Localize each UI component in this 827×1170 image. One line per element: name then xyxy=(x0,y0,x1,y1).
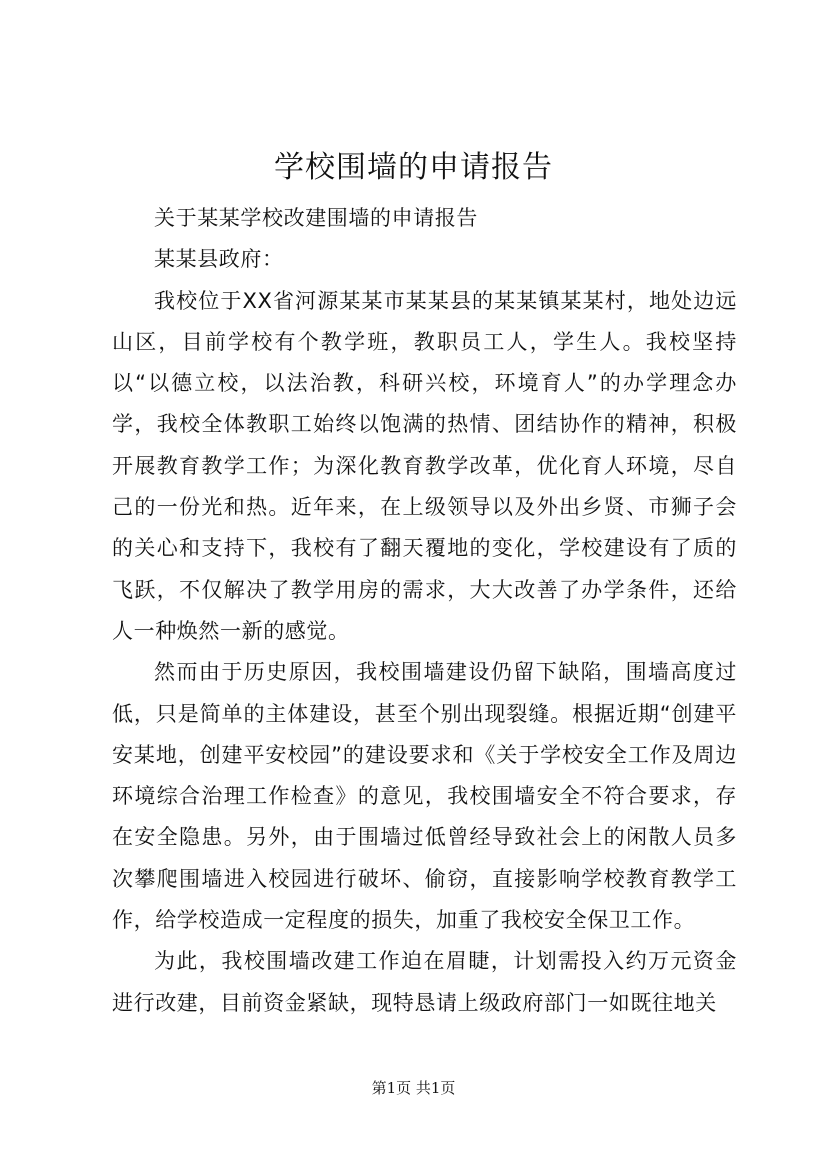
page-footer: 第1页 共1页 xyxy=(371,1079,456,1097)
subject-line: 关于某某学校改建围墙的申请报告 xyxy=(154,206,478,230)
paragraph-1: 我校位于XX省河源某某市某某县的某某镇某某村，地处边远山区，目前学校有个教学班，教职员工人，学生人。我校坚持以“以德立校，以法治教，科研兴校，环境育人”的办学理念办学，我校全体教职工始终以饱满的热情、团结协作的精神，积极开展教育教学工作；为深化教育教学改革，优化育人环境，尽自己的一份光和热。近年来，在上级领导以及外出乡贤、市狮子会的关心和支持下，我校有了翻天覆地的变化，学校建设有了质的飞跃，不仅解决了教学用房的需求，大大改善了办学条件，还给人一种焕然一新的感觉。 xyxy=(112,288,737,643)
document-title: 学校围墙的申请报告 xyxy=(274,150,553,185)
document-body xyxy=(112,198,737,1024)
paragraph-2: 然而由于历史原因，我校围墙建设仍留下缺陷，围墙高度过低，只是简单的主体建设，甚至个别出现裂缝。根据近期“创建平安某地，创建平安校园”的建设要求和《关于学校安全工作及周边环境综合治理工作检查》的意见，我校围墙安全不符合要求，存在安全隐患。另外，由于围墙过低曾经导致社会上的闲散人员多次攀爬围墙进入校园进行破坏、偷窃，直接影响学校教育教学工作，给学校造成一定程度的损失，加重了我校安全保卫工作。 xyxy=(112,660,737,933)
salutation: 某某县政府： xyxy=(154,247,284,272)
paragraph-3: 为此，我校围墙改建工作迫在眉睫，计划需投入约万元资金进行改建，目前资金紧缺，现特恳请上级政府部门一如既往地关 xyxy=(112,949,737,1015)
